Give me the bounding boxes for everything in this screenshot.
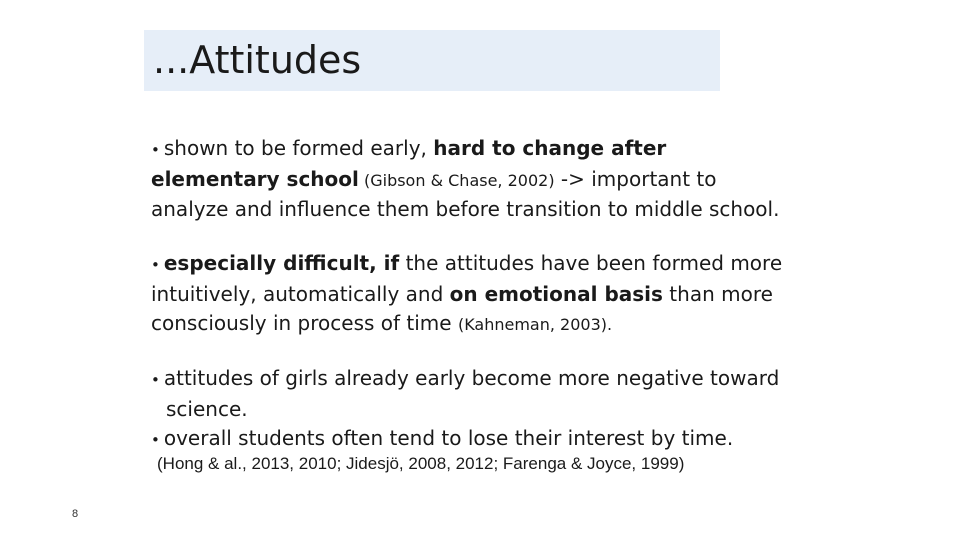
para2-bold-b: on emotional basis xyxy=(449,282,663,306)
bullet-paragraph-3 xyxy=(151,364,779,455)
para3-line-1 xyxy=(151,364,779,395)
para3-line-3 xyxy=(151,424,779,455)
para3-line-2: science. xyxy=(166,397,248,421)
para1-line-2 xyxy=(151,165,779,195)
para2-bold-a: especially difficult, if xyxy=(163,251,400,275)
bullet-icon: • xyxy=(151,256,160,274)
bullet-paragraph-1 xyxy=(151,134,779,224)
para2-text-b: intuitively, automatically and xyxy=(151,282,450,306)
para3-text-a: attitudes of girls already early become more negative toward xyxy=(163,366,780,390)
para1-citation: (Gibson & Chase, 2002) xyxy=(358,171,555,190)
para1-text-a: shown to be formed early, xyxy=(163,136,434,160)
bullet-paragraph-2 xyxy=(151,249,782,339)
para3-text-b: overall students often tend to lose their interest by time. xyxy=(163,426,734,450)
bullet-icon: • xyxy=(151,141,160,159)
para2-line-2 xyxy=(151,280,782,309)
para1-text-b: -> important to xyxy=(554,167,717,191)
bullet-icon: • xyxy=(151,371,160,389)
para1-bold-b: elementary school xyxy=(151,167,359,191)
para2-text-d: consciously in process of time xyxy=(151,311,458,335)
para1-bold-a: hard to change after xyxy=(433,136,667,160)
references-citation: (Hong & al., 2013, 2010; Jidesjö, 2008, 2012; Farenga & Joyce, 1999) xyxy=(157,454,685,473)
para2-line-1 xyxy=(151,249,782,280)
para2-text-a: the attitudes have been formed more xyxy=(399,251,783,275)
slide-title: ...Attitudes xyxy=(153,38,362,82)
para2-line-3 xyxy=(151,309,782,339)
para2-citation: (Kahneman, 2003). xyxy=(457,315,613,334)
page-number: 8 xyxy=(72,508,79,520)
para1-line-3: analyze and influence them before transition to middle school. xyxy=(151,197,780,221)
para1-line-1 xyxy=(151,134,779,165)
para2-text-c: than more xyxy=(662,282,773,306)
title-banner xyxy=(144,30,720,91)
bullet-icon: • xyxy=(151,431,160,449)
